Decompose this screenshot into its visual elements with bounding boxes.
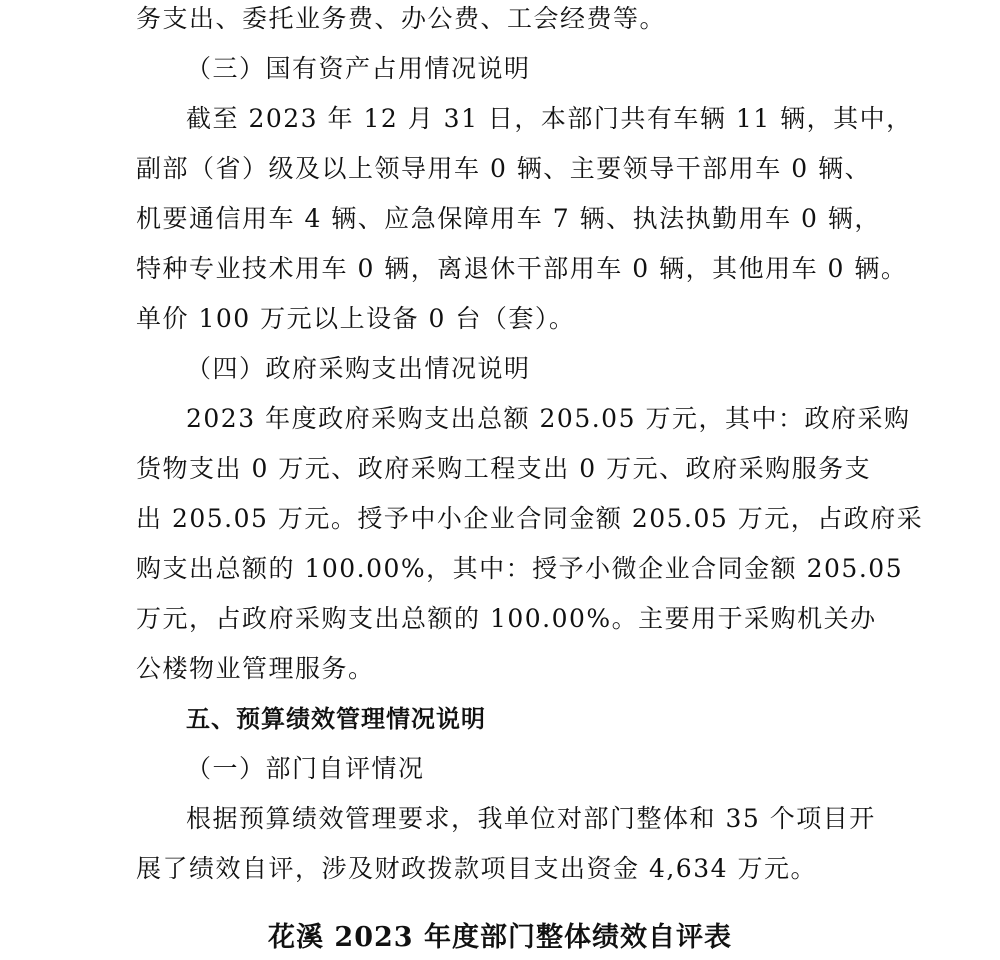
- paragraph-line: 万元，占政府采购支出总额的 100.00%。主要用于采购机关办: [136, 604, 877, 633]
- paragraph-line: 特种专业技术用车 0 辆，离退休干部用车 0 辆，其他用车 0 辆。: [136, 254, 908, 283]
- section-heading-self-evaluation: （一）部门自评情况: [186, 754, 425, 783]
- paragraph-line: 展了绩效自评，涉及财政拨款项目支出资金 4,634 万元。: [136, 854, 817, 883]
- paragraph-line: 公楼物业管理服务。: [136, 654, 375, 683]
- paragraph-line: 购支出总额的 100.00%，其中：授予小微企业合同金额 205.05: [136, 554, 904, 583]
- paragraph-line: 副部（省）级及以上领导用车 0 辆、主要领导干部用车 0 辆、: [136, 154, 872, 183]
- paragraph-line: 单价 100 万元以上设备 0 台（套）。: [136, 304, 576, 333]
- paragraph-line: 机要通信用车 4 辆、应急保障用车 7 辆、执法执勤用车 0 辆，: [136, 204, 881, 233]
- paragraph-line: 根据预算绩效管理要求，我单位对部门整体和 35 个项目开: [186, 804, 876, 833]
- paragraph-line: 货物支出 0 万元、政府采购工程支出 0 万元、政府采购服务支: [136, 454, 872, 483]
- paragraph-line: 务支出、委托业务费、办公费、工会经费等。: [136, 4, 667, 33]
- table-title: 花溪 2023 年度部门整体绩效自评表: [268, 922, 732, 953]
- chapter-heading-performance: 五、预算绩效管理情况说明: [186, 705, 486, 733]
- section-heading-assets: （三）国有资产占用情况说明: [186, 54, 531, 83]
- paragraph-line: 截至 2023 年 12 月 31 日，本部门共有车辆 11 辆，其中，: [186, 104, 913, 133]
- section-heading-procurement: （四）政府采购支出情况说明: [186, 354, 531, 383]
- paragraph-line: 2023 年度政府采购支出总额 205.05 万元，其中：政府采购: [186, 404, 911, 433]
- paragraph-line: 出 205.05 万元。授予中小企业合同金额 205.05 万元，占政府采: [136, 504, 924, 533]
